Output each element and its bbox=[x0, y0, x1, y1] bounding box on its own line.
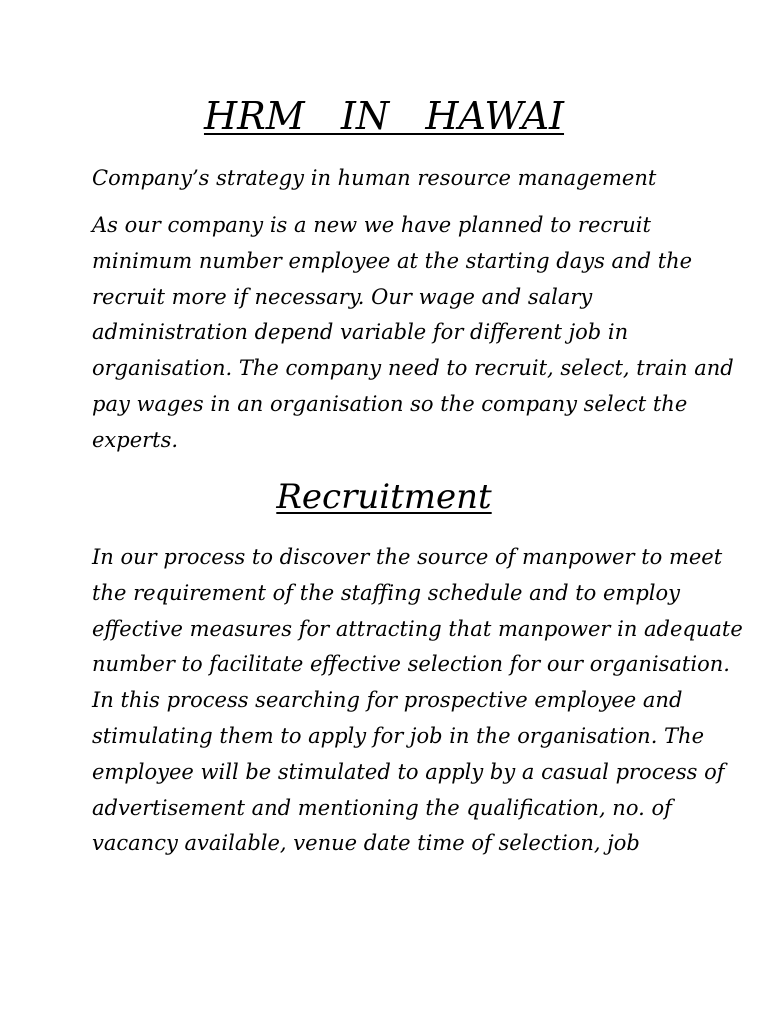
paragraph-line: effective measures for attracting that manpower in adequate bbox=[92, 616, 743, 641]
paragraph-line: number to facilitate effective selection for our organisation. bbox=[92, 652, 730, 677]
section-heading-recruitment: Recruitment bbox=[276, 477, 492, 517]
page-title: HRM IN HAWAI bbox=[203, 94, 565, 138]
paragraph-line: employee will be stimulated to apply by a casual process of bbox=[92, 759, 725, 784]
intro-paragraph bbox=[92, 208, 734, 459]
paragraph-line: stimulating them to apply for job in the organisation. The bbox=[92, 723, 705, 748]
paragraph-line: the requirement of the staffing schedule and to employ bbox=[92, 580, 680, 605]
paragraph-line: In our process to discover the source of manpower to meet bbox=[92, 545, 723, 569]
paragraph-line: As our company is a new we have planned to recruit bbox=[92, 213, 651, 237]
subtitle: Company’s strategy in human resource management bbox=[92, 166, 657, 190]
paragraph-line: advertisement and mentioning the qualification, no. of bbox=[92, 795, 672, 820]
paragraph-line: pay wages in an organisation so the company select the bbox=[92, 391, 688, 416]
paragraph-line: organisation. The company need to recruit, select, train and bbox=[92, 356, 734, 381]
paragraph-line: In this process searching for prospective employee and bbox=[92, 688, 683, 713]
paragraph-line: vacancy available, venue date time of selection, job bbox=[92, 831, 640, 856]
recruitment-paragraph bbox=[92, 540, 743, 862]
paragraph-line: minimum number employee at the starting days and the bbox=[92, 248, 693, 273]
paragraph-line: administration depend variable for different job in bbox=[92, 320, 629, 345]
paragraph-line: recruit more if necessary. Our wage and salary bbox=[92, 284, 593, 309]
paragraph-line: experts. bbox=[92, 427, 179, 452]
